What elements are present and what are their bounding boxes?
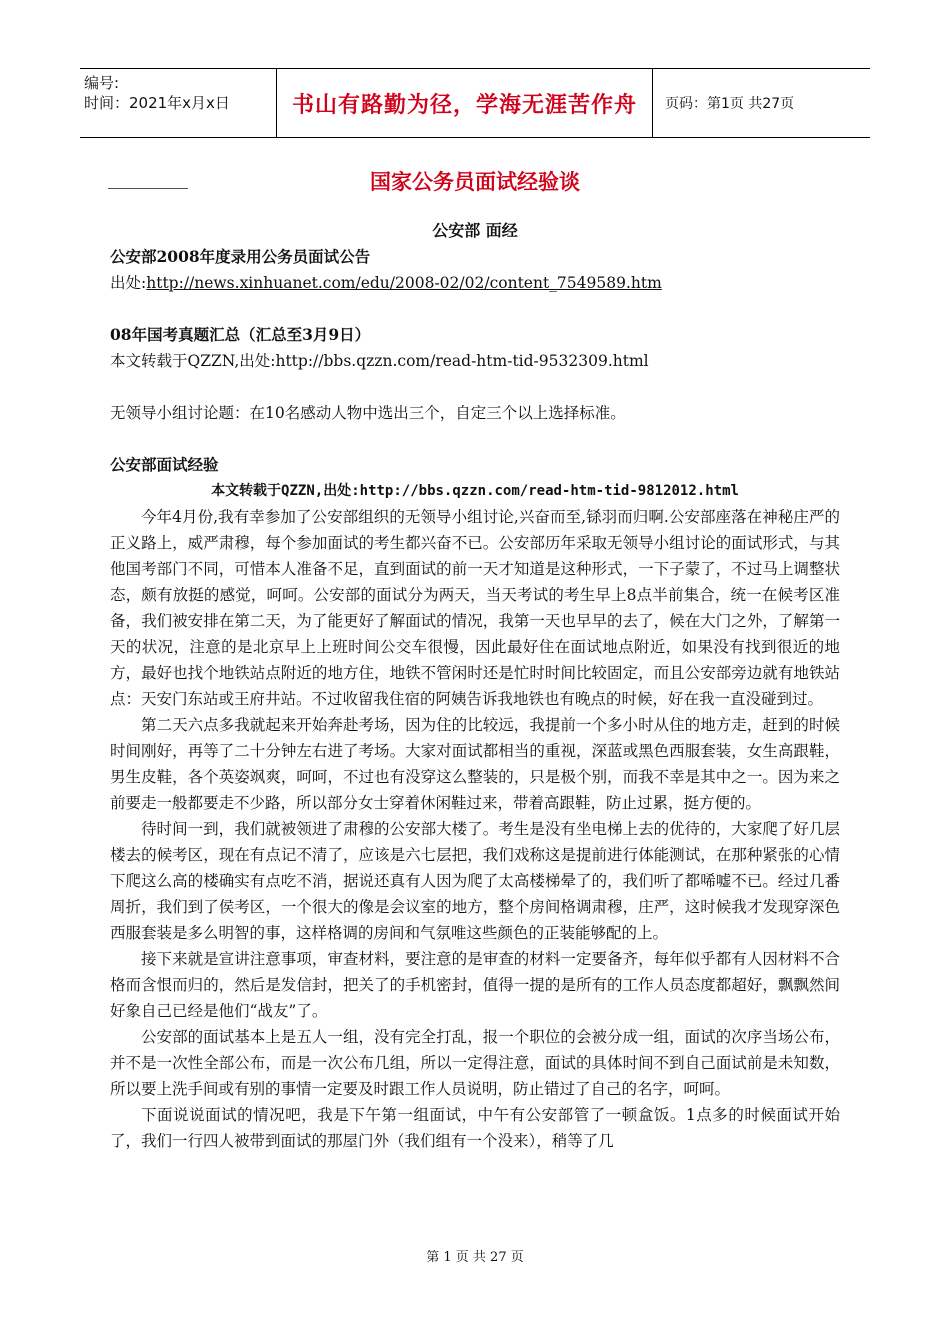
document-title: 国家公务员面试经验谈 (370, 169, 580, 194)
paragraph: 待时间一到，我们就被领进了肃穆的公安部大楼了。考生是没有坐电梯上去的优待的，大家爬了好几层楼去的候考区，现在有点记不清了，应该是六七层把，我们戏称这是提前进行体能测试，在那种紧张的心情下爬这么高的楼确实有点吃不消，据说还真有人因为爬了太高楼梯晕了的，我们听了都唏嘘不已。经过几番周折，我们到了侯考区，一个很大的像是会议室的地方，整个房间格调肃穆，庄严，这时候我才发现穿深色西服套装是多么明智的事，这样格调的房间和气氛唯这些颜色的正装能够配的上。 (110, 820, 840, 942)
paragraph: 今年4月份,我有幸参加了公安部组织的无领导小组讨论,兴奋而至,铩羽而归啊.公安部座落在神秘庄严的正义路上，威严肃穆，每个参加面试的考生都兴奋不已。公安部历年采取无领导小组讨论的面试形式，与其他国考部门不同，可惜本人准备不足，直到面试的前一天才知道是这种形式，一下子蒙了，不过马上调整状态，颇有放挺的感觉，呵呵。公安部的面试分为两天，当天考试的考生早上8点半前集合，统一在候考区准备，我们被安排在第二天，为了能更好了解面试的情况，我第一天也早早的去了，候在大门之外，了解第一天的状况，注意的是北京早上上班时间公交车很慢，因此最好住在面试地点附近，如果没有找到很近的地方，最好也找个地铁站点附近的地方住，地铁不管闲时还是忙时时间比较固定，而且公安部旁边就有地铁站点：天安门东站或王府井站。不过收留我住宿的阿姨告诉我地铁也有晚点的时候，好在我一直没碰到过。 (110, 508, 840, 708)
number-label: 编号: (84, 74, 120, 92)
exam-source: 本文转载于QZZN,出处:http://bbs.qzzn.com/read-htm-tid-9532309.html (110, 352, 649, 370)
paragraph: 第二天六点多我就起来开始奔赴考场，因为住的比较远，我提前一个多小时从住的地方走，赶到的时候时间刚好，再等了二十分钟左右进了考场。大家对面试都相当的重视，深蓝或黑色西服套装，女生高跟鞋，男生皮鞋，各个英姿飒爽，呵呵，不过也有没穿这么整装的，只是极个别，而我不幸是其中之一。因为来之前要走一般都要走不少路，所以部分女士穿着休闲鞋过来，带着高跟鞋，防止过累，挺方便的。 (110, 716, 840, 812)
source-label: 出处: (110, 274, 147, 292)
motto: 书山有路勤为径，学海无涯苦作舟 (277, 69, 653, 137)
document-subtitle: 公安部 面经 (432, 221, 518, 240)
header-table (80, 68, 870, 138)
paragraph: 下面说说面试的情况吧，我是下午第一组面试，中午有公安部管了一顿盒饭。1点多的时候面试开始了，我们一行四人被带到面试的那屋门外（我们组有一个没来），稍等了几 (110, 1106, 840, 1150)
header-meta (80, 69, 277, 137)
page-footer: 第 1 页 共 27 页 (426, 1250, 524, 1265)
paragraph: 公安部的面试基本上是五人一组，没有完全打乱，报一个职位的会被分成一组，面试的次序当场公布，并不是一次性全部公布，而是一次公布几组，所以一定得注意，面试的具体时间不到自己面试前是未知数，所以要上洗手间或有别的事情一定要及时跟工作人员说明，防止错过了自己的名字，呵呵。 (110, 1028, 840, 1098)
experience-title: 公安部面试经验 (110, 455, 219, 474)
source-link[interactable]: http://news.xinhuanet.com/edu/2008-02/02/content_7549589.htm (146, 274, 662, 292)
paragraph: 接下来就是宣讲注意事项，审查材料，要注意的是审查的材料一定要备齐，每年似乎都有人因材料不合格而含恨而归的，然后是发信封，把关了的手机密封，值得一提的是所有的工作人员态度都超好，飘飘然间好象自己已经是他们“战友”了。 (110, 950, 840, 1020)
document-body (110, 244, 840, 1154)
exam-title: 08年国考真题汇总（汇总至3月9日） (110, 325, 371, 344)
announce-title: 公安部2008年度录用公务员面试公告 (110, 247, 371, 266)
page-info: 页码：第1页 共27页 (665, 96, 795, 112)
experience-source: 本文转载于QZZN,出处:http://bbs.qzzn.com/read-htm-tid-9812012.html (211, 483, 739, 499)
discussion-topic: 无领导小组讨论题：在10名感动人物中选出三个，自定三个以上选择标准。 (110, 404, 626, 422)
time-label: 时间：2021年x月x日 (84, 94, 230, 112)
source-line (110, 270, 840, 296)
